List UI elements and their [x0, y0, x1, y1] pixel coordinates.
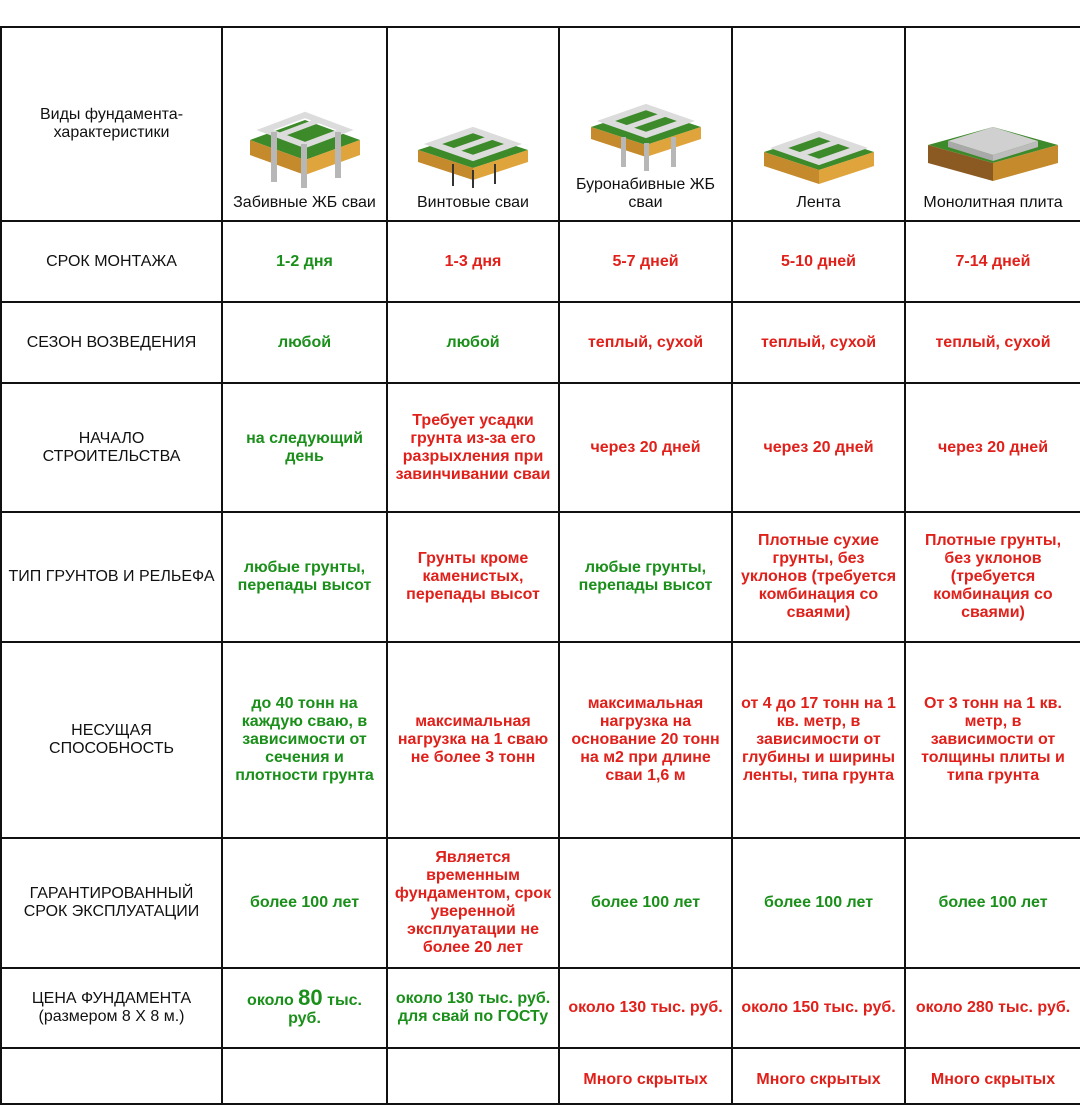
- table-cell: любые грунты, перепады высот: [222, 512, 387, 642]
- table-cell: Много скрытых: [732, 1048, 905, 1104]
- row-label: НАЧАЛО СТРОИТЕЛЬСТВА: [1, 383, 222, 512]
- table-cell: 1-2 дня: [222, 221, 387, 302]
- column-name-bored-piles: Буронабивные ЖБ сваи: [575, 176, 716, 211]
- price-suffix: тыс. руб.: [288, 991, 362, 1027]
- table-cell: на следующий день: [222, 383, 387, 512]
- table-cell: [387, 1048, 559, 1104]
- driven-piles-icon: [235, 100, 375, 190]
- table-row: [1, 512, 1080, 642]
- table-cell: Много скрытых: [559, 1048, 732, 1104]
- header-first-cell: Виды фундамента-характеристики: [1, 27, 222, 221]
- table-cell: до 40 тонн на каждую сваю, в зависимости от сечения и плотности грунта: [222, 642, 387, 838]
- table-cell: 5-10 дней: [732, 221, 905, 302]
- table-cell: более 100 лет: [559, 838, 732, 968]
- table-cell: теплый, сухой: [559, 302, 732, 383]
- table-cell: 1-3 дня: [387, 221, 559, 302]
- column-name-strip: Лента: [796, 194, 841, 211]
- table-cell: около 130 тыс. руб. для свай по ГОСТу: [387, 968, 559, 1048]
- table-row: [1, 302, 1080, 383]
- header-driven-piles: [222, 27, 387, 221]
- comparison-table: [0, 26, 1080, 1105]
- table-row: [1, 383, 1080, 512]
- table-cell: максимальная нагрузка на 1 сваю не более 3 тонн: [387, 642, 559, 838]
- row-label: ГАРАНТИРОВАННЫЙ СРОК ЭКСПЛУАТАЦИИ: [1, 838, 222, 968]
- column-name-driven-piles: Забивные ЖБ сваи: [233, 194, 376, 211]
- table-cell: Плотные грунты, без уклонов (требуется комбинация со сваями): [905, 512, 1080, 642]
- table-cell: через 20 дней: [559, 383, 732, 512]
- table-cell: теплый, сухой: [905, 302, 1080, 383]
- screw-piles-icon: [403, 120, 543, 190]
- header-screw-piles: [387, 27, 559, 221]
- table-cell: около 280 тыс. руб.: [905, 968, 1080, 1048]
- table-cell: более 100 лет: [222, 838, 387, 968]
- price-value: 80: [298, 984, 323, 1010]
- table-cell: 5-7 дней: [559, 221, 732, 302]
- table-row: [1, 221, 1080, 302]
- table-cell: более 100 лет: [732, 838, 905, 968]
- price-prefix: около: [247, 991, 299, 1009]
- table-cell: Требует усадки грунта из-за его разрыхления при завинчивании сваи: [387, 383, 559, 512]
- table-row: [1, 642, 1080, 838]
- row-label: СЕЗОН ВОЗВЕДЕНИЯ: [1, 302, 222, 383]
- table-cell: более 100 лет: [905, 838, 1080, 968]
- row-label: НЕСУЩАЯ СПОСОБНОСТЬ: [1, 642, 222, 838]
- price-label-cell: [1, 968, 222, 1048]
- table-cell: От 3 тонн на 1 кв. метр, в зависимости от толщины плиты и типа грунта: [905, 642, 1080, 838]
- header-strip: [732, 27, 905, 221]
- table-cell: Является временным фундаментом, срок уверенной эксплуатации не более 20 лет: [387, 838, 559, 968]
- price-row: [1, 968, 1080, 1048]
- row-label: [1, 1048, 222, 1104]
- table-cell: Грунты кроме каменистых, перепады высот: [387, 512, 559, 642]
- table-row: [1, 1048, 1080, 1104]
- table-cell: любой: [387, 302, 559, 383]
- table-cell: через 20 дней: [732, 383, 905, 512]
- header-bored-piles: [559, 27, 732, 221]
- header-monolithic-slab: [905, 27, 1080, 221]
- strip-foundation-icon: [749, 120, 889, 190]
- table-cell: Плотные сухие грунты, без уклонов (требуется комбинация со сваями): [732, 512, 905, 642]
- table-cell: через 20 дней: [905, 383, 1080, 512]
- table-cell: около 130 тыс. руб.: [559, 968, 732, 1048]
- table-cell: любые грунты, перепады высот: [559, 512, 732, 642]
- table-cell: около 150 тыс. руб.: [732, 968, 905, 1048]
- monolithic-slab-icon: [918, 115, 1068, 190]
- row-label: ЦЕНА ФУНДАМЕНТА: [31, 990, 192, 1007]
- table-cell: от 4 до 17 тонн на 1 кв. метр, в зависимости от глубины и ширины ленты, типа грунта: [732, 642, 905, 838]
- table-cell: 7-14 дней: [905, 221, 1080, 302]
- column-name-monolithic-slab: Монолитная плита: [923, 194, 1063, 211]
- header-row: [1, 27, 1080, 221]
- column-name-screw-piles: Винтовые сваи: [417, 194, 529, 211]
- bored-piles-icon: [576, 97, 716, 172]
- table-cell: [222, 1048, 387, 1104]
- table-cell: любой: [222, 302, 387, 383]
- table-row: [1, 838, 1080, 968]
- row-label: ТИП ГРУНТОВ И РЕЛЬЕФА: [1, 512, 222, 642]
- row-sublabel: (размером 8 Х 8 м.): [38, 1008, 185, 1025]
- table-cell: теплый, сухой: [732, 302, 905, 383]
- row-label: СРОК МОНТАЖА: [1, 221, 222, 302]
- table-cell: Много скрытых: [905, 1048, 1080, 1104]
- table-cell: максимальная нагрузка на основание 20 тонн на м2 при длине сваи 1,6 м: [559, 642, 732, 838]
- price-cell-driven-piles: [222, 968, 387, 1048]
